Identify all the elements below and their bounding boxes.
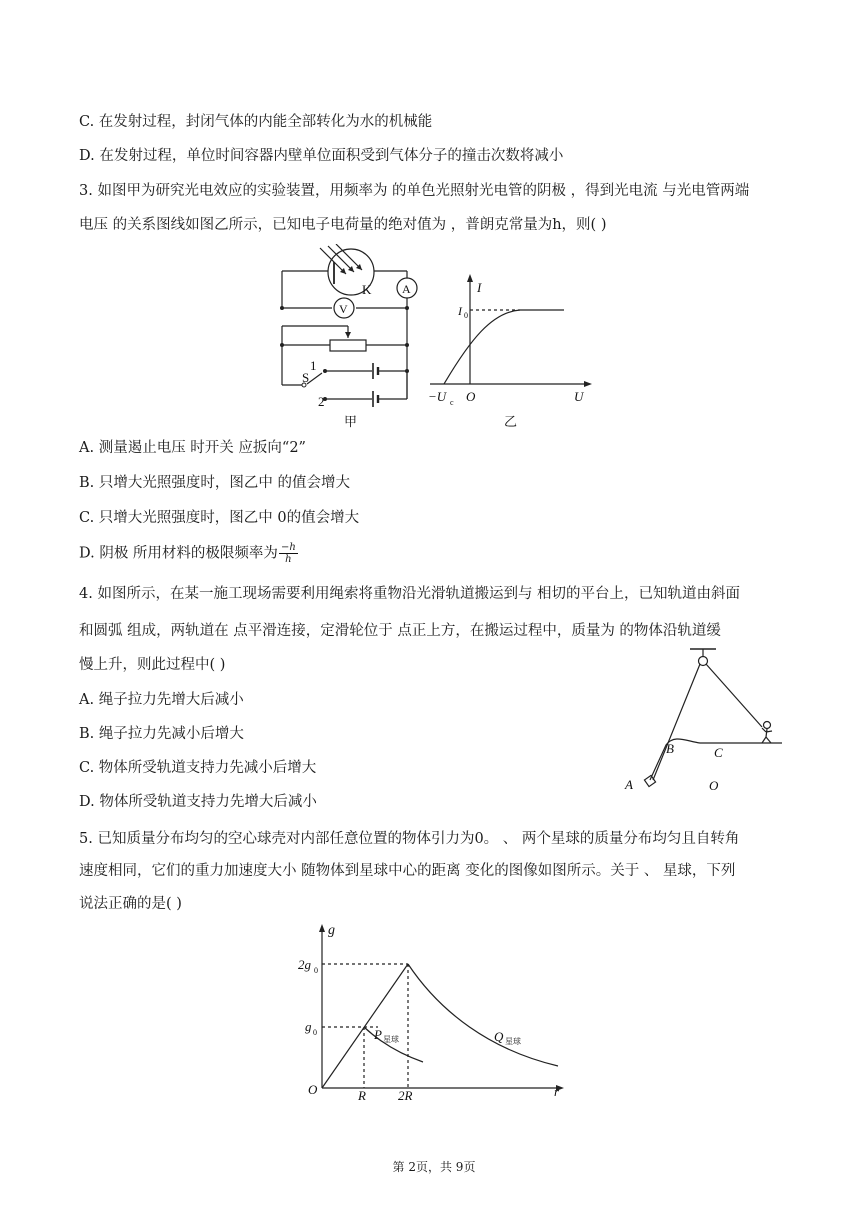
label-q-sub: 星球 xyxy=(505,1037,521,1046)
page-footer: 第 2页，共 9页 xyxy=(392,1160,476,1174)
question-4-line-1: 4. 如图所示，在某一施工现场需要利用绳索将重物沿光滑轨道搬运到与 相切的平台上，已知轨道由斜面 xyxy=(79,586,741,602)
question-3-option-a: A. 测量遏止电压 时开关 应扳向“2” xyxy=(79,440,306,456)
question-4-line-3: 慢上升，则此过程中( ) xyxy=(79,657,226,673)
label-yi: 乙 xyxy=(504,414,518,429)
figure-5 xyxy=(290,918,580,1104)
label-g0-sub: 0 xyxy=(313,1028,317,1037)
question-4-option-a: A. 绳子拉力先增大后减小 xyxy=(79,692,244,708)
label-i0-sub: 0 xyxy=(464,311,468,320)
label-r-tick: R xyxy=(358,1088,366,1103)
label-origin: O xyxy=(466,389,476,404)
label-k: K xyxy=(362,282,372,297)
axis-i: I xyxy=(477,280,482,295)
label-2: 2 xyxy=(318,394,325,409)
question-4-option-c: C. 物体所受轨道支持力先减小后增大 xyxy=(79,760,317,776)
label-p: P xyxy=(374,1027,382,1042)
label-b: B xyxy=(666,741,674,756)
label-uc-sub: c xyxy=(450,398,454,407)
question-3-line-1: 3. 如图甲为研究光电效应的实验装置，用频率为 的单色光照射光电管的阴极 ，得到光电流 与光电管两端 xyxy=(79,183,750,199)
axis-r: r xyxy=(554,1084,560,1099)
question-3-option-d: D. 阴极 所用材料的极限频率为 $\frac{-h}{h}$ xyxy=(79,542,296,565)
question-3-option-b: B. 只增大光照强度时，图乙中 的值会增大 xyxy=(79,475,350,491)
label-2g0: 2g xyxy=(298,957,311,972)
fraction: $\frac{-h}{h}$ xyxy=(280,542,296,565)
question-4-line-2: 和圆弧 组成，两轨道在 点平滑连接，定滑轮位于 点正上方，在搬运过程中，质量为 的物体沿轨道缓 xyxy=(79,623,721,639)
label-o: O xyxy=(709,778,719,793)
label-g0: g xyxy=(305,1019,312,1034)
label-2g0-sub: 0 xyxy=(314,966,318,975)
figure-3 xyxy=(270,244,600,432)
option-d-previous: D. 在发射过程，单位时间容器内壁单位面积受到气体分子的撞击次数将减小 xyxy=(79,148,564,164)
label-q: Q xyxy=(494,1029,504,1044)
label-origin: O xyxy=(308,1082,318,1097)
figure-4 xyxy=(616,644,788,796)
question-4-option-b: B. 绳子拉力先减小后增大 xyxy=(79,726,244,742)
label-2r-tick: 2R xyxy=(398,1088,413,1103)
label-voltmeter: V xyxy=(339,302,348,316)
axis-g: g xyxy=(328,923,335,938)
question-5-line-2: 速度相同，它们的重力加速度大小 随物体到星球中心的距离 变化的图像如图所示。关于 、 星球，下列 xyxy=(79,863,736,879)
question-3-line-2: 电压 的关系图线如图乙所示，已知电子电荷量的绝对值为 ，普朗克常量为h，则( ) xyxy=(79,217,607,233)
label-s: S xyxy=(302,370,310,385)
question-5-line-1: 5. 已知质量分布均匀的空心球壳对内部任意位置的物体引力为0。 、 两个星球的质量分布均匀且自转角 xyxy=(79,831,740,847)
axis-u: U xyxy=(574,389,584,404)
label-a: A xyxy=(625,777,633,792)
label-1: 1 xyxy=(310,358,317,373)
option-c-previous: C. 在发射过程，封闭气体的内能全部转化为水的机械能 xyxy=(79,114,433,130)
label-i0: I xyxy=(458,304,462,318)
question-5-line-3: 说法正确的是( ) xyxy=(79,896,182,912)
question-3-option-c: C. 只增大光照强度时，图乙中 0的值会增大 xyxy=(79,510,360,526)
label-p-sub: 星球 xyxy=(383,1035,399,1044)
label-ammeter: A xyxy=(402,282,411,296)
label-neg-uc: −U xyxy=(428,389,447,404)
label-jia: 甲 xyxy=(344,414,358,429)
question-4-option-d: D. 物体所受轨道支持力先增大后减小 xyxy=(79,794,317,810)
label-c: C xyxy=(714,745,723,760)
